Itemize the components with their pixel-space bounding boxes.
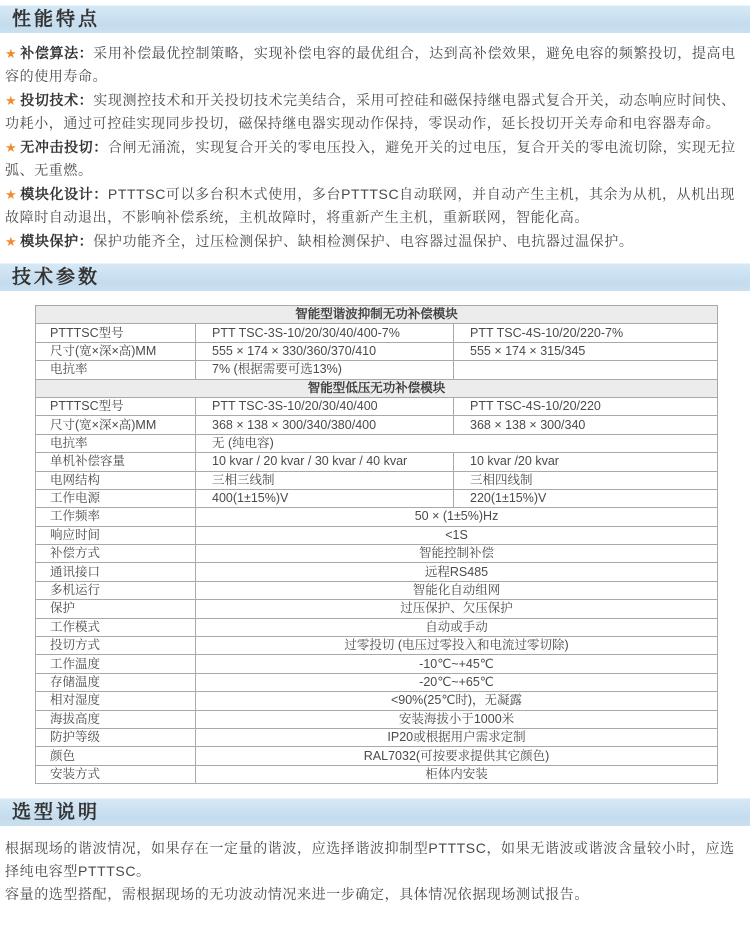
table-row-label: 通讯接口 (36, 563, 196, 581)
table-row (36, 600, 718, 618)
table-cell: 368 × 138 × 300/340 (454, 416, 718, 434)
table-row-label: PTTTSC型号 (36, 397, 196, 415)
table-row-label: 多机运行 (36, 581, 196, 599)
table-row-label: 保护 (36, 600, 196, 618)
table-cell: 三相三线制 (196, 471, 454, 489)
table-row-label: 工作电源 (36, 489, 196, 507)
table-row-label: PTTTSC型号 (36, 324, 196, 342)
table-cell: 400(1±15%)V (196, 489, 454, 507)
table-cell: 10 kvar /20 kvar (454, 453, 718, 471)
table-row (36, 637, 718, 655)
table-cell: <90%(25℃时)，无凝露 (196, 692, 718, 710)
table-row (36, 581, 718, 599)
section-header-selection (0, 798, 750, 826)
feature-text: 保护功能齐全，过压检测保护、缺相检测保护、电容器过温保护、电抗器过温保护。 (93, 233, 634, 249)
table-cell: 10 kvar / 20 kvar / 30 kvar / 40 kvar (196, 453, 454, 471)
table-cell: 自动或手动 (196, 618, 718, 636)
table-row-label: 投切方式 (36, 637, 196, 655)
table-cell: 220(1±15%)V (454, 489, 718, 507)
feature-label: 无冲击投切： (20, 139, 108, 155)
feature-text: 采用补偿最优控制策略，实现补偿电容的最优组合，达到高补偿效果，避免电容的频繁投切，提高电容的使用寿命。 (5, 45, 736, 84)
section-header-specs (0, 263, 750, 291)
star-icon: ★ (5, 234, 18, 249)
table-row (36, 673, 718, 691)
table-cell: PTT TSC-3S-10/20/30/40/400-7% (196, 324, 454, 342)
table-row (36, 453, 718, 471)
table-row (36, 306, 718, 324)
feature-item (5, 89, 746, 135)
table-row-label: 补偿方式 (36, 545, 196, 563)
star-icon: ★ (5, 46, 18, 61)
table-row-label: 工作模式 (36, 618, 196, 636)
table-row (36, 397, 718, 415)
table-row-label: 工作温度 (36, 655, 196, 673)
table-cell: 50 × (1±5%)Hz (196, 508, 718, 526)
table-row (36, 434, 718, 452)
specs-title: 技术参数 (12, 267, 101, 288)
table-row (36, 655, 718, 673)
features-title: 性能特点 (12, 9, 101, 30)
table-section-header: 智能型低压无功补偿模块 (36, 379, 718, 397)
table-cell: 无 (纯电容) (196, 434, 718, 452)
table-row-label: 响应时间 (36, 526, 196, 544)
feature-item (5, 230, 746, 253)
table-row-label: 单机补偿容量 (36, 453, 196, 471)
table-cell: -10℃~+45℃ (196, 655, 718, 673)
star-icon: ★ (5, 140, 18, 155)
table-cell: 368 × 138 × 300/340/380/400 (196, 416, 454, 434)
table-cell: 555 × 174 × 315/345 (454, 342, 718, 360)
star-icon: ★ (5, 187, 18, 202)
feature-label: 模块化设计： (20, 186, 108, 202)
table-row (36, 379, 718, 397)
table-row-label: 电抗率 (36, 434, 196, 452)
feature-label: 补偿算法： (20, 45, 94, 61)
table-row-label: 尺寸(宽×深×高)MM (36, 416, 196, 434)
table-cell: PTT TSC-4S-10/20/220-7% (454, 324, 718, 342)
table-row (36, 728, 718, 746)
table-cell: 三相四线制 (454, 471, 718, 489)
table-row-label: 尺寸(宽×深×高)MM (36, 342, 196, 360)
table-row-label: 工作频率 (36, 508, 196, 526)
table-row (36, 618, 718, 636)
features-list (0, 33, 750, 258)
table-cell: PTT TSC-3S-10/20/30/40/400 (196, 397, 454, 415)
table-section-header: 智能型谐波抑制无功补偿模块 (36, 306, 718, 324)
table-row-label: 存储温度 (36, 673, 196, 691)
table-row-label: 海拔高度 (36, 710, 196, 728)
table-row (36, 692, 718, 710)
table-row (36, 324, 718, 342)
table-row-label: 颜色 (36, 747, 196, 765)
table-cell: RAL7032(可按要求提供其它颜色) (196, 747, 718, 765)
table-cell: 过零投切 (电压过零投入和电流过零切除) (196, 637, 718, 655)
feature-text: PTTTSC可以多台积木式使用，多台PTTTSC自动联网，并自动产生主机，其余为从机，从机出现故障时自动退出，不影响补偿系统，主机故障时，将重新产生主机，重新联网，智能化高。 (5, 186, 735, 225)
table-row (36, 710, 718, 728)
selection-text (0, 826, 750, 906)
table-row-label: 安装方式 (36, 765, 196, 783)
selection-paragraph: 根据现场的谐波情况，如果存在一定量的谐波，应选择谐波抑制型PTTTSC，如果无谐波或谐波含量较小时，应选择纯电容型PTTTSC。 (5, 840, 735, 880)
table-cell: 7% (根据需要可选13%) (196, 361, 454, 379)
table-row (36, 747, 718, 765)
table-row (36, 508, 718, 526)
section-header-features (0, 5, 750, 33)
feature-item (5, 42, 746, 88)
table-cell: 过压保护、欠压保护 (196, 600, 718, 618)
table-cell: 555 × 174 × 330/360/370/410 (196, 342, 454, 360)
specs-table (35, 305, 718, 784)
table-row (36, 416, 718, 434)
table-cell: PTT TSC-4S-10/20/220 (454, 397, 718, 415)
feature-item (5, 136, 746, 182)
table-row (36, 563, 718, 581)
feature-item (5, 183, 746, 229)
feature-label: 模块保护： (20, 233, 94, 249)
selection-paragraph: 容量的选型搭配，需根据现场的无功波动情况来进一步确定，具体情况依据现场测试报告。 (5, 886, 589, 903)
table-cell: <1S (196, 526, 718, 544)
star-icon: ★ (5, 93, 18, 108)
table-cell: 智能化自动组网 (196, 581, 718, 599)
feature-label: 投切技术： (20, 92, 94, 108)
table-row-label: 电网结构 (36, 471, 196, 489)
table-cell: 远程RS485 (196, 563, 718, 581)
selection-title: 选型说明 (12, 802, 101, 824)
table-row (36, 526, 718, 544)
table-cell: 安装海拔小于1000米 (196, 710, 718, 728)
table-cell: 智能控制补偿 (196, 545, 718, 563)
table-cell: -20℃~+65℃ (196, 673, 718, 691)
table-row-label: 防护等级 (36, 728, 196, 746)
table-row (36, 342, 718, 360)
table-row (36, 765, 718, 783)
feature-text: 实现测控技术和开关投切技术完美结合，采用可控硅和磁保持继电器式复合开关，动态响应时间快、功耗小，通过可控硅实现同步投切，磁保持继电器实现动作保持，零误动作，延长投切开关寿命和电容器寿命。 (5, 92, 736, 131)
table-cell: IP20或根据用户需求定制 (196, 728, 718, 746)
table-row (36, 489, 718, 507)
table-row (36, 545, 718, 563)
specs-table-body (36, 306, 718, 784)
table-cell: 柜体内安装 (196, 765, 718, 783)
table-row-label: 电抗率 (36, 361, 196, 379)
feature-text: 合闸无涌流，实现复合开关的零电压投入，避免开关的过电压，复合开关的零电流切除，实现无拉弧、无重燃。 (5, 139, 736, 178)
table-row (36, 471, 718, 489)
table-row (36, 361, 718, 379)
table-cell (454, 361, 718, 379)
table-row-label: 相对湿度 (36, 692, 196, 710)
page (0, 5, 750, 906)
